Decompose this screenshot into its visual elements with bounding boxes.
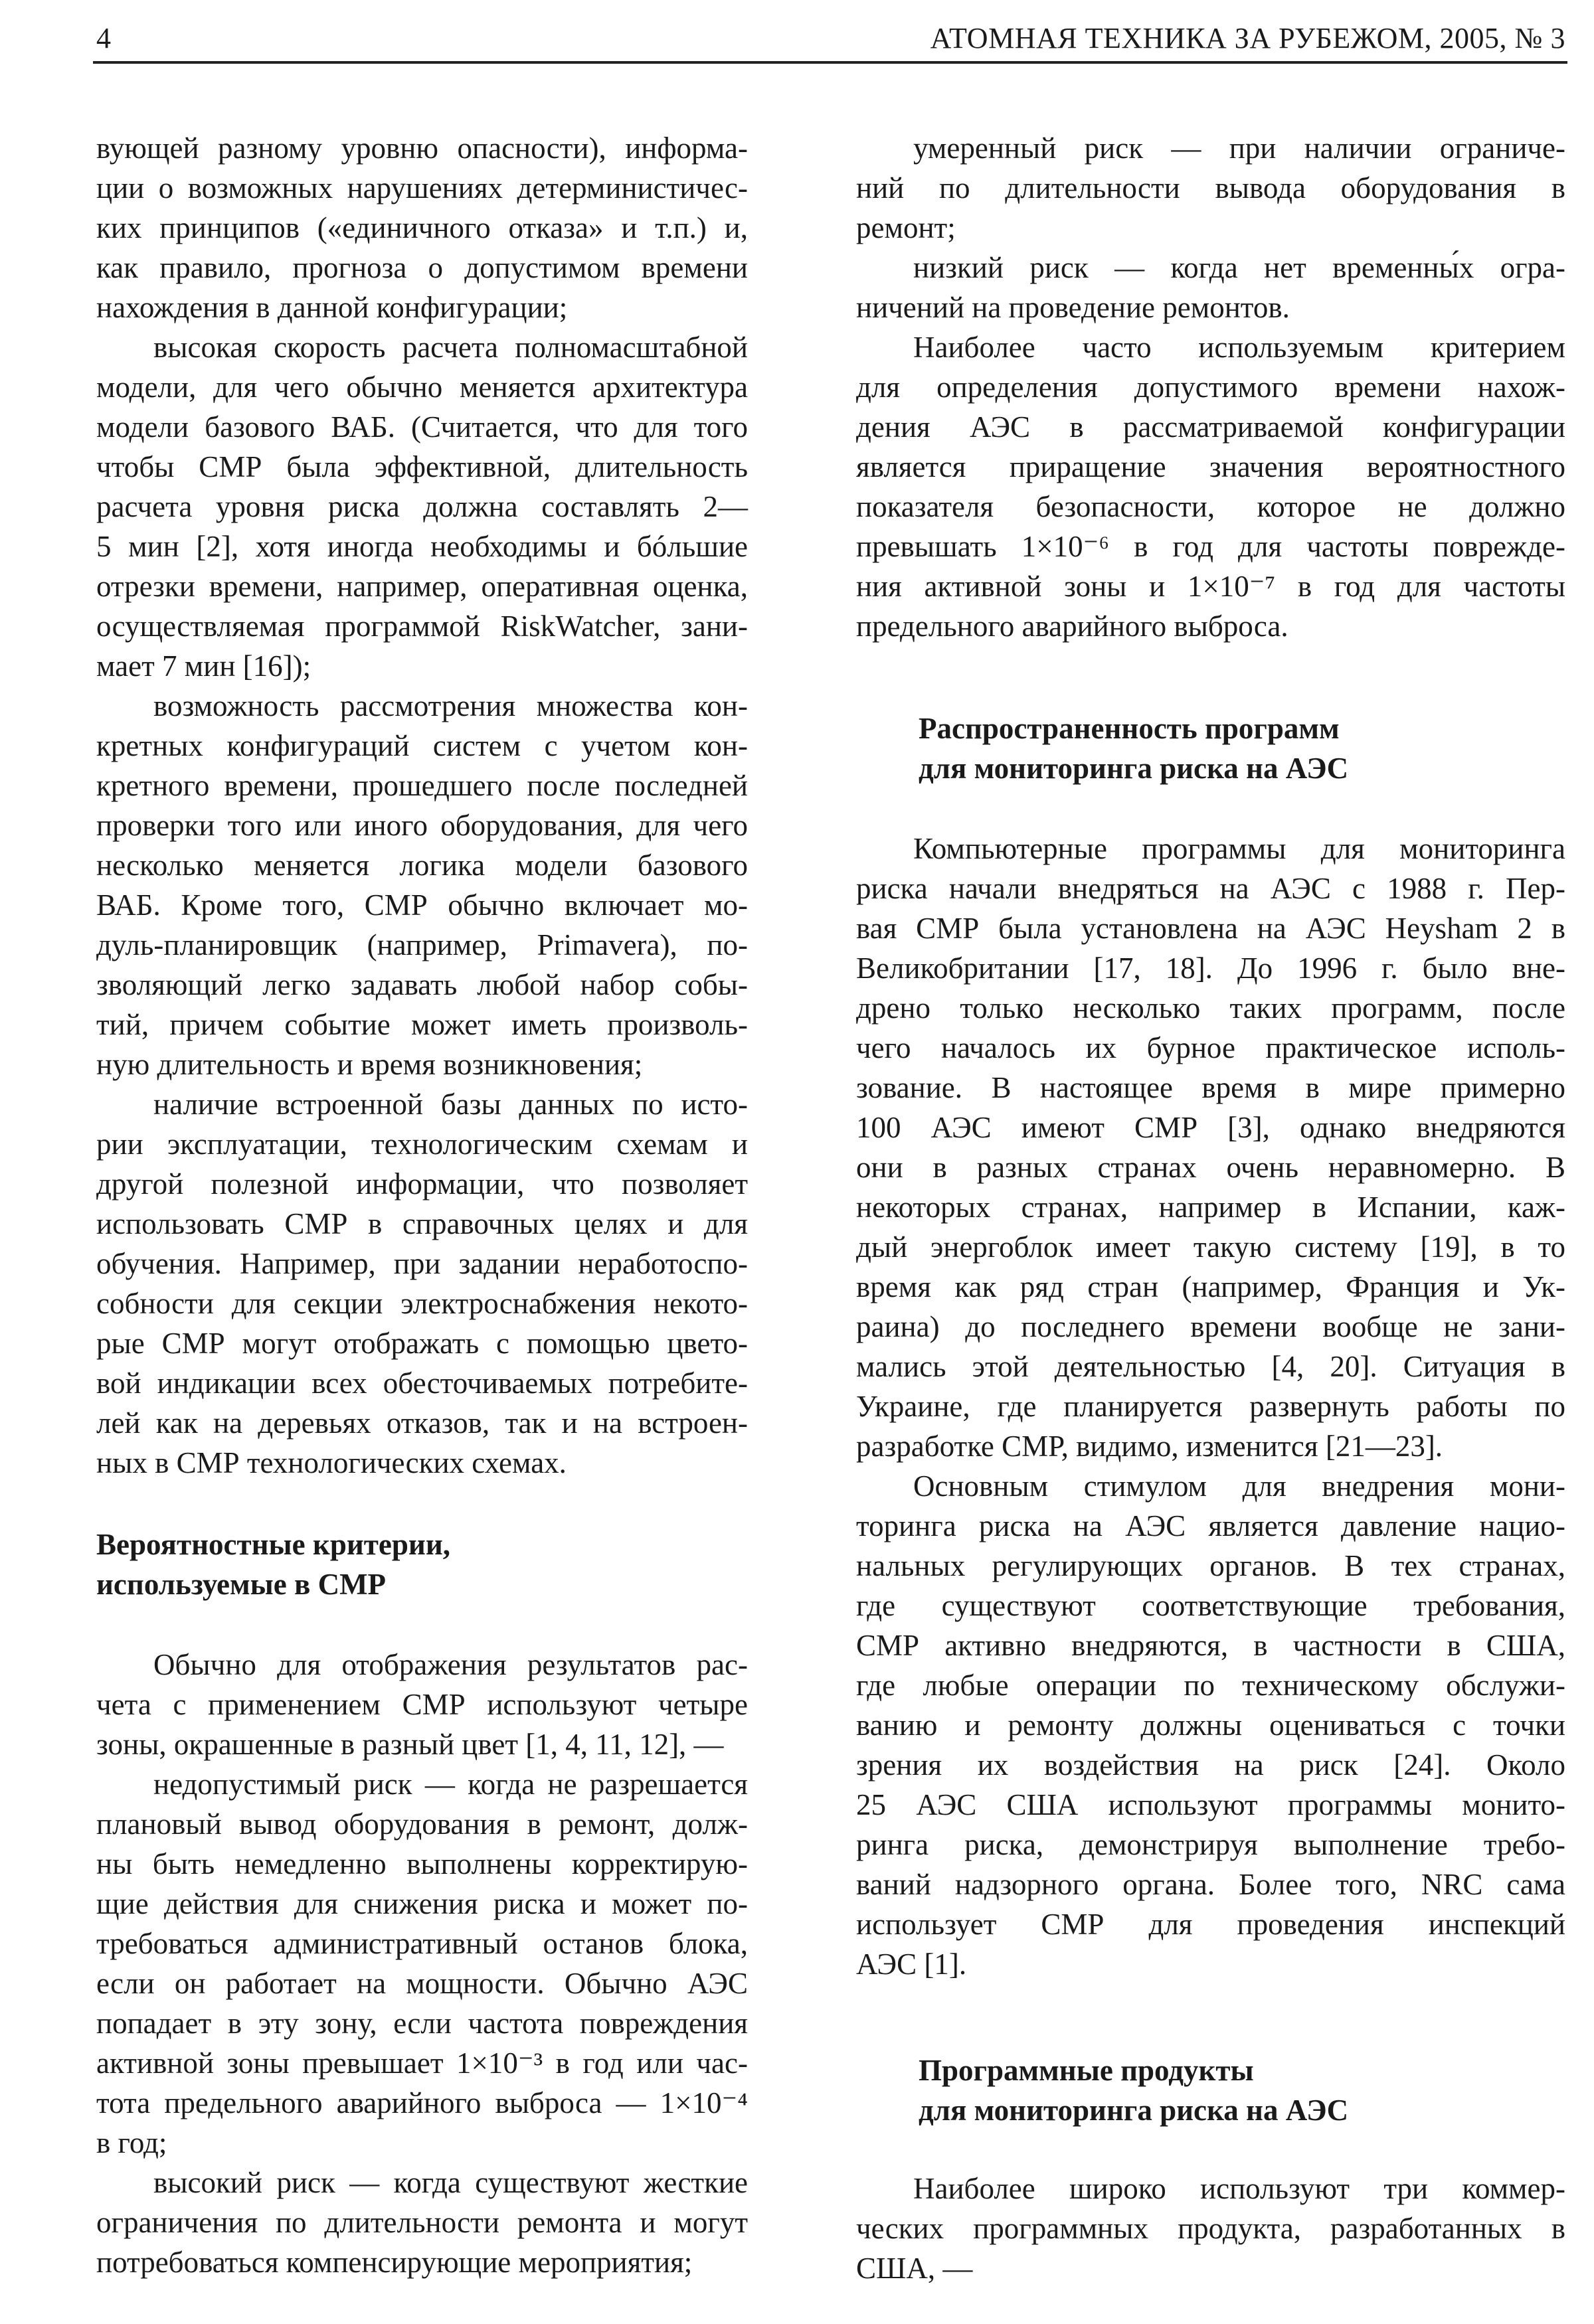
text-line: плановый вывод оборудования в ремонт, долж-: [96, 1807, 748, 1841]
text-line: несколько меняется логика модели базового: [96, 849, 748, 882]
text-line: ную длительность и время возникновения;: [96, 1048, 643, 1081]
paragraph: [856, 829, 1565, 1466]
text-line: АЭС [1].: [856, 1948, 967, 1981]
text-line: ции о возможных нарушениях детерминистичес-: [96, 171, 748, 205]
text-line: Компьютерные программы для мониторинга: [913, 832, 1565, 865]
text-line: чего началось их бурное практическое исполь-: [856, 1031, 1565, 1064]
text-line: ких принципов («единичного отказа» и т.п.) и,: [96, 211, 748, 244]
text-line: требоваться административный останов блока,: [96, 1927, 748, 1960]
text-line: является приращение значения вероятностного: [856, 450, 1565, 483]
text-line: наличие встроенной базы данных по исто-: [153, 1088, 748, 1121]
paragraph: [96, 2163, 748, 2282]
text-line: вой индикации всех обесточиваемых потребите-: [96, 1367, 748, 1400]
text-line: как правило, прогноза о допустимом времени: [96, 251, 748, 284]
text-line: кретного времени, прошедшего после последней: [96, 769, 748, 802]
text-line: дения АЭС в рассматриваемой конфигурации: [856, 410, 1565, 444]
heading-line: Вероятностные критерии,: [96, 1528, 450, 1561]
text-line: раина) до последнего времени вообще не зани-: [856, 1310, 1565, 1343]
text-line: рии эксплуатации, технологическим схемам и: [96, 1127, 748, 1161]
section-heading: [96, 1525, 748, 1604]
text-line: превышать 1×10⁻⁶ в год для частоты поврежде-: [856, 530, 1565, 563]
text-line: в год;: [96, 2126, 167, 2159]
text-line: возможность рассмотрения множества кон-: [153, 689, 748, 722]
paragraph: [96, 1764, 748, 2163]
heading-line: для мониторинга риска на АЭС: [919, 2094, 1349, 2127]
text-line: рые СМР могут отображать с помощью цвето-: [96, 1327, 748, 1360]
text-line: Наиболее широко используют три коммер-: [913, 2172, 1565, 2205]
heading-line: Распространенность программ: [919, 712, 1340, 745]
text-line: щие действия для снижения риска и может по-: [96, 1887, 748, 1920]
text-line: использовать СМР в справочных целях и для: [96, 1207, 748, 1240]
text-line: собности для секции электроснабжения некото-: [96, 1287, 748, 1320]
text-line: где любые операции по техническому обслужи-: [856, 1669, 1565, 1702]
heading-line: Программные продукты: [919, 2054, 1254, 2087]
text-line: осуществляемая программой RiskWatcher, зани-: [96, 610, 748, 643]
text-line: предельного аварийного выброса.: [856, 610, 1288, 643]
text-line: они в разных странах очень неравномерно. В: [856, 1151, 1565, 1184]
text-line: ных в СМР технологических схемах.: [96, 1446, 567, 1479]
text-line: ринга риска, демонстрируя выполнение требо-: [856, 1828, 1565, 1861]
text-line: низкий риск — когда нет временны́х огра-: [913, 251, 1565, 284]
text-line: риска начали внедряться на АЭС с 1988 г. Пер-: [856, 872, 1565, 905]
text-line: СМР активно внедряются, в частности в США,: [856, 1629, 1565, 1662]
text-line: время как ряд стран (например, Франция и Ук-: [856, 1270, 1565, 1303]
text-line: попадает в эту зону, если частота повреждения: [96, 2007, 748, 2040]
section-heading: [856, 2050, 1565, 2130]
text-line: вующей разному уровню опасности), информа-: [96, 131, 748, 165]
text-line: модели, для чего обычно меняется архитектура: [96, 371, 748, 404]
text-line: дуль-планировщик (например, Primavera), по-: [96, 928, 748, 961]
text-line: показателя безопасности, которое не должно: [856, 490, 1565, 523]
text-line: чтобы СМР была эффективной, длительность: [96, 450, 748, 483]
text-line: зволяющий легко задавать любой набор собы-: [96, 968, 748, 1001]
text-line: ваний надзорного органа. Более того, NRC сама: [856, 1868, 1565, 1901]
header-rule: [93, 61, 1567, 64]
text-line: зрения их воздействия на риск [24]. Около: [856, 1748, 1565, 1782]
paragraph: [856, 128, 1565, 248]
text-line: зование. В настоящее время в мире примерно: [856, 1071, 1565, 1104]
text-line: зоны, окрашенные в разный цвет [1, 4, 11, 12], —: [96, 1728, 724, 1761]
text-line: чета с применением СМР используют четыре: [96, 1688, 748, 1721]
text-line: недопустимый риск — когда не разрешается: [153, 1768, 748, 1801]
text-line: Украине, где планируется развернуть работы по: [856, 1390, 1565, 1423]
text-line: модели базового ВАБ. (Считается, что для того: [96, 410, 748, 444]
text-line: ничений на проведение ремонтов.: [856, 291, 1290, 324]
heading-line: для мониторинга риска на АЭС: [919, 752, 1349, 785]
section-heading: [856, 708, 1565, 788]
text-line: обучения. Например, при задании неработоспо-: [96, 1247, 748, 1280]
text-line: где существуют соответствующие требования,: [856, 1589, 1565, 1622]
paragraph: [856, 1466, 1565, 1984]
paragraph: [96, 327, 748, 686]
text-line: для определения допустимого времени нахож-: [856, 371, 1565, 404]
text-line: другой полезной информации, что позволяет: [96, 1167, 748, 1201]
text-line: высокая скорость расчета полномасштабной: [153, 331, 748, 364]
text-line: высокий риск — когда существуют жесткие: [153, 2166, 748, 2199]
text-line: мались этой деятельностью [4, 20]. Ситуация в: [856, 1350, 1565, 1383]
paragraph: [856, 248, 1565, 327]
text-line: ванию и ремонту должны оцениваться с точки: [856, 1708, 1565, 1742]
paragraph: [96, 1084, 748, 1483]
text-line: использует СМР для проведения инспекций: [856, 1908, 1565, 1941]
text-line: отрезки времени, например, оперативная оценка,: [96, 570, 748, 603]
text-line: тий, причем событие может иметь произволь-: [96, 1008, 748, 1041]
running-header-journal: АТОМНАЯ ТЕХНИКА ЗА РУБЕЖОМ, 2005, № 3: [930, 22, 1565, 54]
text-line: нальных регулирующих органов. В тех странах,: [856, 1549, 1565, 1582]
text-line: мает 7 мин [16]);: [96, 649, 311, 683]
text-line: 5 мин [2], хотя иногда необходимы и бóльшие: [96, 530, 748, 563]
text-line: Основным стимулом для внедрения мони-: [913, 1469, 1565, 1503]
text-line: 25 АЭС США используют программы монито-: [856, 1788, 1565, 1821]
text-line: США, —: [856, 2252, 973, 2285]
text-line: нахождения в данной конфигурации;: [96, 291, 568, 324]
text-line: ния активной зоны и 1×10⁻⁷ в год для частоты: [856, 570, 1565, 603]
paragraph: [856, 327, 1565, 646]
paragraph: [96, 1645, 748, 1764]
text-line: ВАБ. Кроме того, СМР обычно включает мо-: [96, 888, 748, 922]
text-line: Великобритании [17, 18]. До 1996 г. было вне-: [856, 952, 1565, 985]
text-line: разработке СМР, видимо, изменится [21—23].: [856, 1430, 1443, 1463]
text-line: ческих программных продукта, разработанных в: [856, 2212, 1565, 2245]
text-line: ремонт;: [856, 211, 956, 244]
text-line: ний по длительности вывода оборудования в: [856, 171, 1565, 205]
text-line: торинга риска на АЭС является давление нацио-: [856, 1509, 1565, 1542]
text-line: вая СМР была установлена на АЭС Heysham 2 в: [856, 912, 1565, 945]
text-line: умеренный риск — при наличии ограниче-: [913, 131, 1565, 165]
text-line: дый энергоблок имеет такую систему [19], в то: [856, 1230, 1565, 1264]
text-line: Обычно для отображения результатов рас-: [153, 1648, 748, 1681]
text-line: проверки того или иного оборудования, для чего: [96, 809, 748, 842]
page-number: 4: [96, 22, 111, 54]
text-line: ны быть немедленно выполнены корректирую-: [96, 1847, 748, 1880]
text-line: некоторых странах, например в Испании, каж-: [856, 1191, 1565, 1224]
text-line: расчета уровня риска должна составлять 2—: [96, 490, 748, 523]
heading-line: используемые в СМР: [96, 1568, 387, 1601]
text-line: Наиболее часто используемым критерием: [913, 331, 1565, 364]
paragraph: [96, 686, 748, 1084]
text-line: лей как на деревьях отказов, так и на встроен-: [96, 1406, 748, 1440]
text-line: потребоваться компенсирующие мероприятия;: [96, 2246, 693, 2279]
text-line: дрено только несколько таких программ, после: [856, 991, 1565, 1025]
paragraph: [856, 2169, 1565, 2288]
text-line: активной зоны превышает 1×10⁻³ в год или час-: [96, 2046, 748, 2080]
text-line: если он работает на мощности. Обычно АЭС: [96, 1967, 748, 2000]
text-line: кретных конфигураций систем с учетом кон-: [96, 729, 748, 762]
text-line: 100 АЭС имеют СМР [3], однако внедряются: [856, 1111, 1565, 1144]
text-line: тота предельного аварийного выброса — 1×10⁻⁴: [96, 2086, 748, 2119]
paragraph: [96, 128, 748, 327]
text-line: ограничения по длительности ремонта и могут: [96, 2206, 748, 2239]
